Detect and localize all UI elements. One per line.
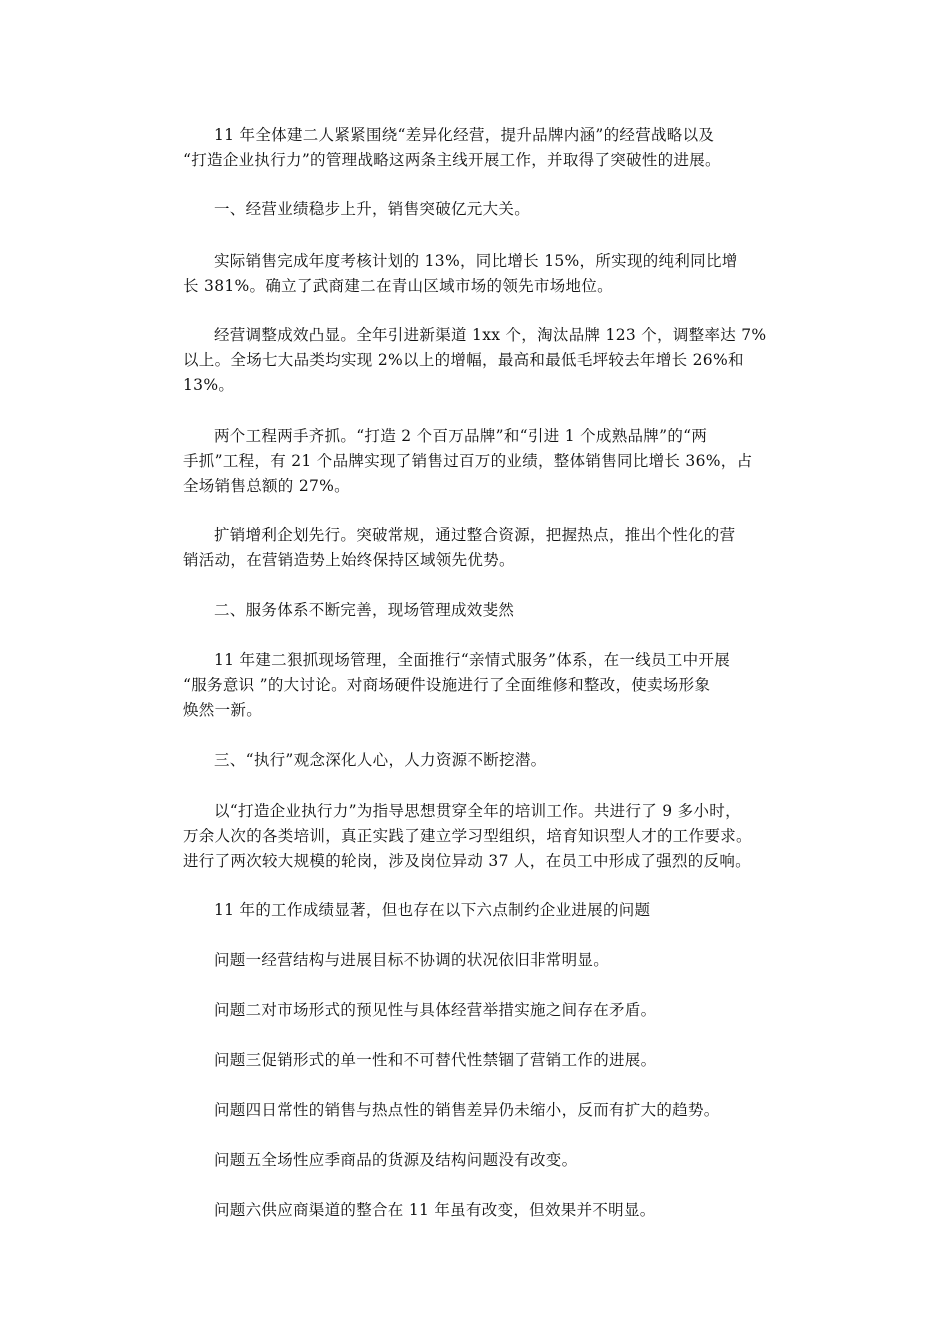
text-line: 问题五全场性应季商品的货源及结构问题没有改变。 [214,1151,578,1169]
paragraph-marketing [183,523,783,573]
text-line: 手抓”工程，有 21 个品牌实现了销售过百万的业绩，整体销售同比增长 36%，占 [183,452,753,470]
heading-line: 一、经营业绩稳步上升，销售突破亿元大关。 [214,200,531,218]
text-line: “服务意识 ”的大讨论。对商场硬件设施进行了全面维修和整改，使卖场形象 [183,676,711,694]
text-line: 问题二对市场形式的预见性与具体经营举措实施之间存在矛盾。 [214,1001,657,1019]
text-line: 两个工程两手齐抓。“打造 2 个百万品牌”和“引进 1 个成熟品牌”的“两 [214,427,708,445]
paragraph-intro [183,123,783,173]
text-line: 11 年全体建二人紧紧围绕“差异化经营，提升品牌内涵”的经营战略以及 [214,126,715,144]
text-line: 焕然一新。 [183,701,263,719]
text-line: 11 年的工作成绩显著，但也存在以下六点制约企业进展的问题 [214,901,651,919]
text-line: 全场销售总额的 27%。 [183,477,350,495]
problem-item-6 [183,1198,783,1223]
text-line: 13%。 [183,376,235,394]
text-line: 问题四日常性的销售与热点性的销售差异仍未缩小，反而有扩大的趋势。 [214,1101,720,1119]
section-heading-3 [183,748,783,773]
text-line: 问题六供应商渠道的整合在 11 年虽有改变，但效果并不明显。 [214,1201,656,1219]
paragraph-two-projects [183,424,783,499]
text-line: 销活动，在营销造势上始终保持区域领先优势。 [183,551,515,569]
paragraph-problems-intro [183,898,783,923]
text-line: “打造企业执行力”的管理战略这两条主线开展工作，并取得了突破性的进展。 [183,151,721,169]
section-heading-2 [183,598,783,623]
problem-item-3 [183,1048,783,1073]
text-line: 11 年建二狠抓现场管理，全面推行“亲情式服务”体系，在一线员工中开展 [214,651,731,669]
text-line: 以“打造企业执行力”为指导思想贯穿全年的培训工作。共进行了 9 多小时， [214,802,741,820]
heading-line: 二、服务体系不断完善，现场管理成效斐然 [214,601,515,619]
paragraph-adjustment [183,323,783,398]
paragraph-training [183,799,783,874]
problem-item-4 [183,1098,783,1123]
text-line: 实际销售完成年度考核计划的 13%，同比增长 15%，所实现的纯利同比增 [214,252,738,270]
section-heading-1 [183,197,783,222]
text-line: 进行了两次较大规模的轮岗，涉及岗位异动 37 人，在员工中形成了强烈的反响。 [183,852,751,870]
problem-item-1 [183,948,783,973]
text-line: 万余人次的各类培训，真正实践了建立学习型组织，培育知识型人才的工作要求。 [183,827,752,845]
text-line: 问题三促销形式的单一性和不可替代性禁锢了营销工作的进展。 [214,1051,657,1069]
text-line: 长 381%。确立了武商建二在青山区域市场的领先市场地位。 [183,277,613,295]
problem-item-5 [183,1148,783,1173]
paragraph-service [183,648,783,723]
heading-line: 三、“执行”观念深化人心，人力资源不断挖潜。 [214,751,547,769]
paragraph-sales [183,249,783,299]
text-line: 经营调整成效凸显。全年引进新渠道 1xx 个，淘汰品牌 123 个，调整率达 7% [214,326,767,344]
text-line: 以上。全场七大品类均实现 2%以上的增幅，最高和最低毛坪较去年增长 26%和 [183,351,744,369]
text-line: 扩销增利企划先行。突破常规，通过整合资源，把握热点，推出个性化的营 [214,526,736,544]
problem-item-2 [183,998,783,1023]
text-line: 问题一经营结构与进展目标不协调的状况依旧非常明显。 [214,951,610,969]
